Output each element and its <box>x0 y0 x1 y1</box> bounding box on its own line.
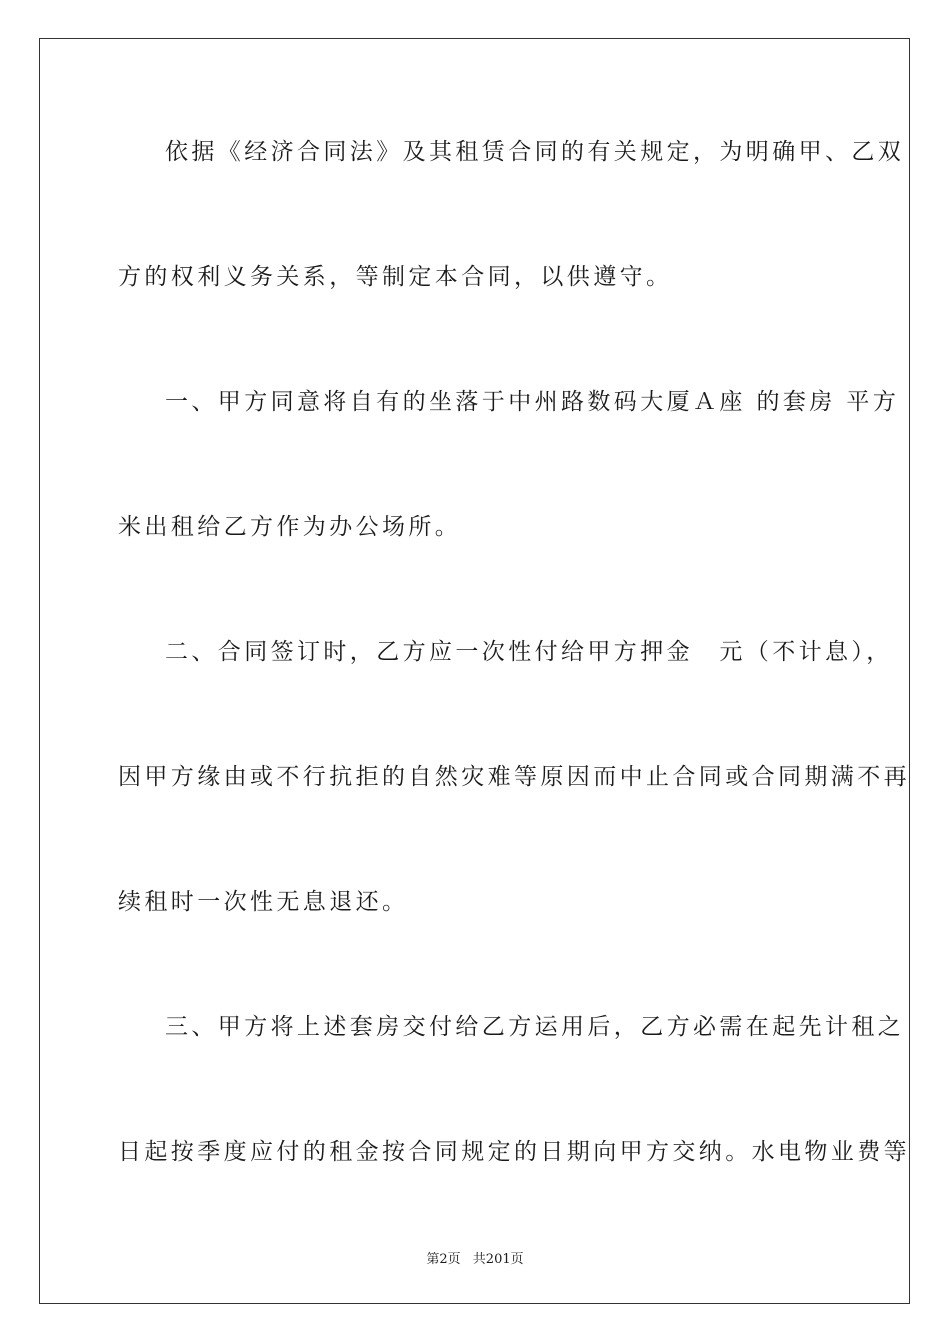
paragraph-line: 一、甲方同意将自有的坐落于中州路数码大厦Ａ座 的套房 平方 <box>165 389 900 415</box>
paragraph-line: 米出租给乙方作为办公场所。 <box>118 514 462 540</box>
page-footer <box>0 1248 950 1267</box>
paragraph-line: 三、甲方将上述套房交付给乙方运用后，乙方必需在起先计租之 <box>165 1014 905 1040</box>
page-border <box>39 38 910 1304</box>
paragraph-line: 续租时一次性无息退还。 <box>118 889 409 915</box>
paragraph-line: 依据《经济合同法》及其租赁合同的有关规定，为明确甲、乙双 <box>165 139 905 165</box>
paragraph-line: 方的权利义务关系，等制定本合同，以供遵守。 <box>118 264 673 290</box>
total-pages: 共201页 <box>472 1252 524 1267</box>
paragraph-line: 因甲方缘由或不行抗拒的自然灾难等原因而中止合同或合同期满不再 <box>118 764 910 790</box>
page-number: 第2页 <box>426 1252 461 1267</box>
paragraph-line: 日起按季度应付的租金按合同规定的日期向甲方交纳。水电物业费等 <box>118 1139 910 1165</box>
paragraph-line: 二、合同签订时，乙方应一次性付给甲方押金 元（不计息）， <box>165 639 893 665</box>
